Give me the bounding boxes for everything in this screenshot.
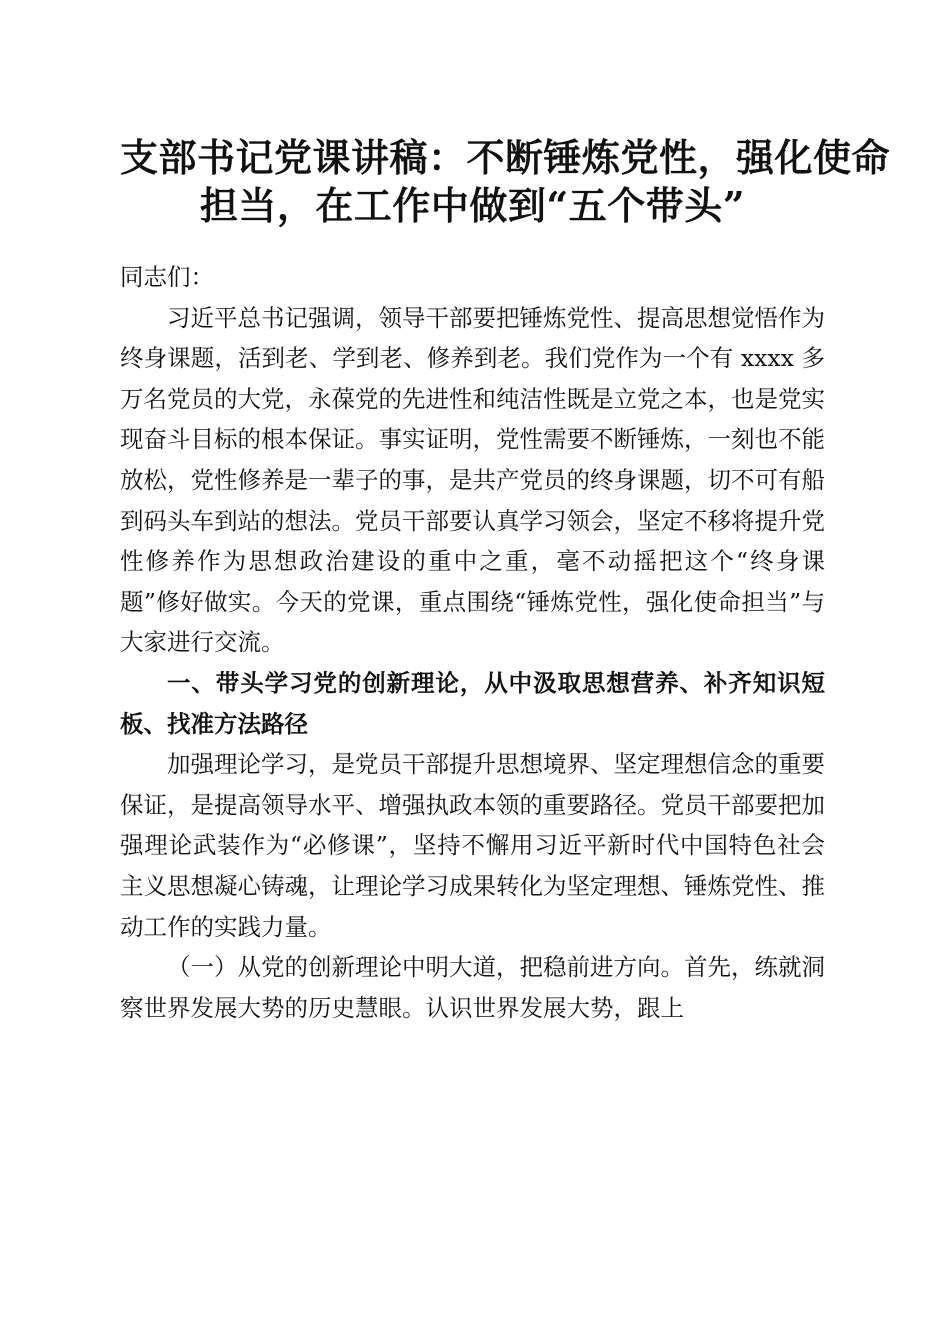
title-line-2: 担当，在工作中做到“五个带头” (199, 183, 746, 228)
paragraph-intro: 习近平总书记强调，领导干部要把锤炼党性、提高思想觉悟作为终身课题，活到老、学到老、修养到老。我们党作为一个有 xxxx 多万名党员的大党，永葆党的先进性和纯洁性既是立党之本，也是党实现奋斗目标的根本保证。事实证明，党性需要不断锤炼，一刻也不能放松，党性修养是一辈子的事，是共产党员的终身课题，切不可有船到码头车到站的想法。党员干部要认真学习领会，坚定不移将提升党性修养作为思想政治建设的重中之重，毫不动摇把这个“终身课题”修好做实。今天的党课，重点围绕“锤炼党性，强化使命担当”与大家进行交流。 (120, 303, 825, 657)
paragraph-subsection-1: （一）从党的创新理论中明大道，把稳前进方向。首先，练就洞察世界发展大势的历史慧眼。认识世界发展大势，跟上 (120, 953, 825, 1022)
document-title (120, 134, 891, 230)
document-body (120, 257, 825, 1028)
section-heading-1: 一、带头学习党的创新理论，从中汲取思想营养、补齐知识短板、找准方法路径 (120, 668, 825, 738)
salutation: 同志们： (120, 263, 214, 291)
paragraph-theory-study: 加强理论学习，是党员干部提升思想境界、坚定理想信念的重要保证，是提高领导水平、增强执政本领的重要路径。党员干部要把加强理论武装作为“必修课”，坚持不懈用习近平新时代中国特色社会主义思想凝心铸魂，让理论学习成果转化为坚定理想、锤炼党性、推动工作的实践力量。 (120, 750, 825, 941)
title-line-1: 支部书记党课讲稿：不断锤炼党性，强化使命 (120, 135, 891, 180)
